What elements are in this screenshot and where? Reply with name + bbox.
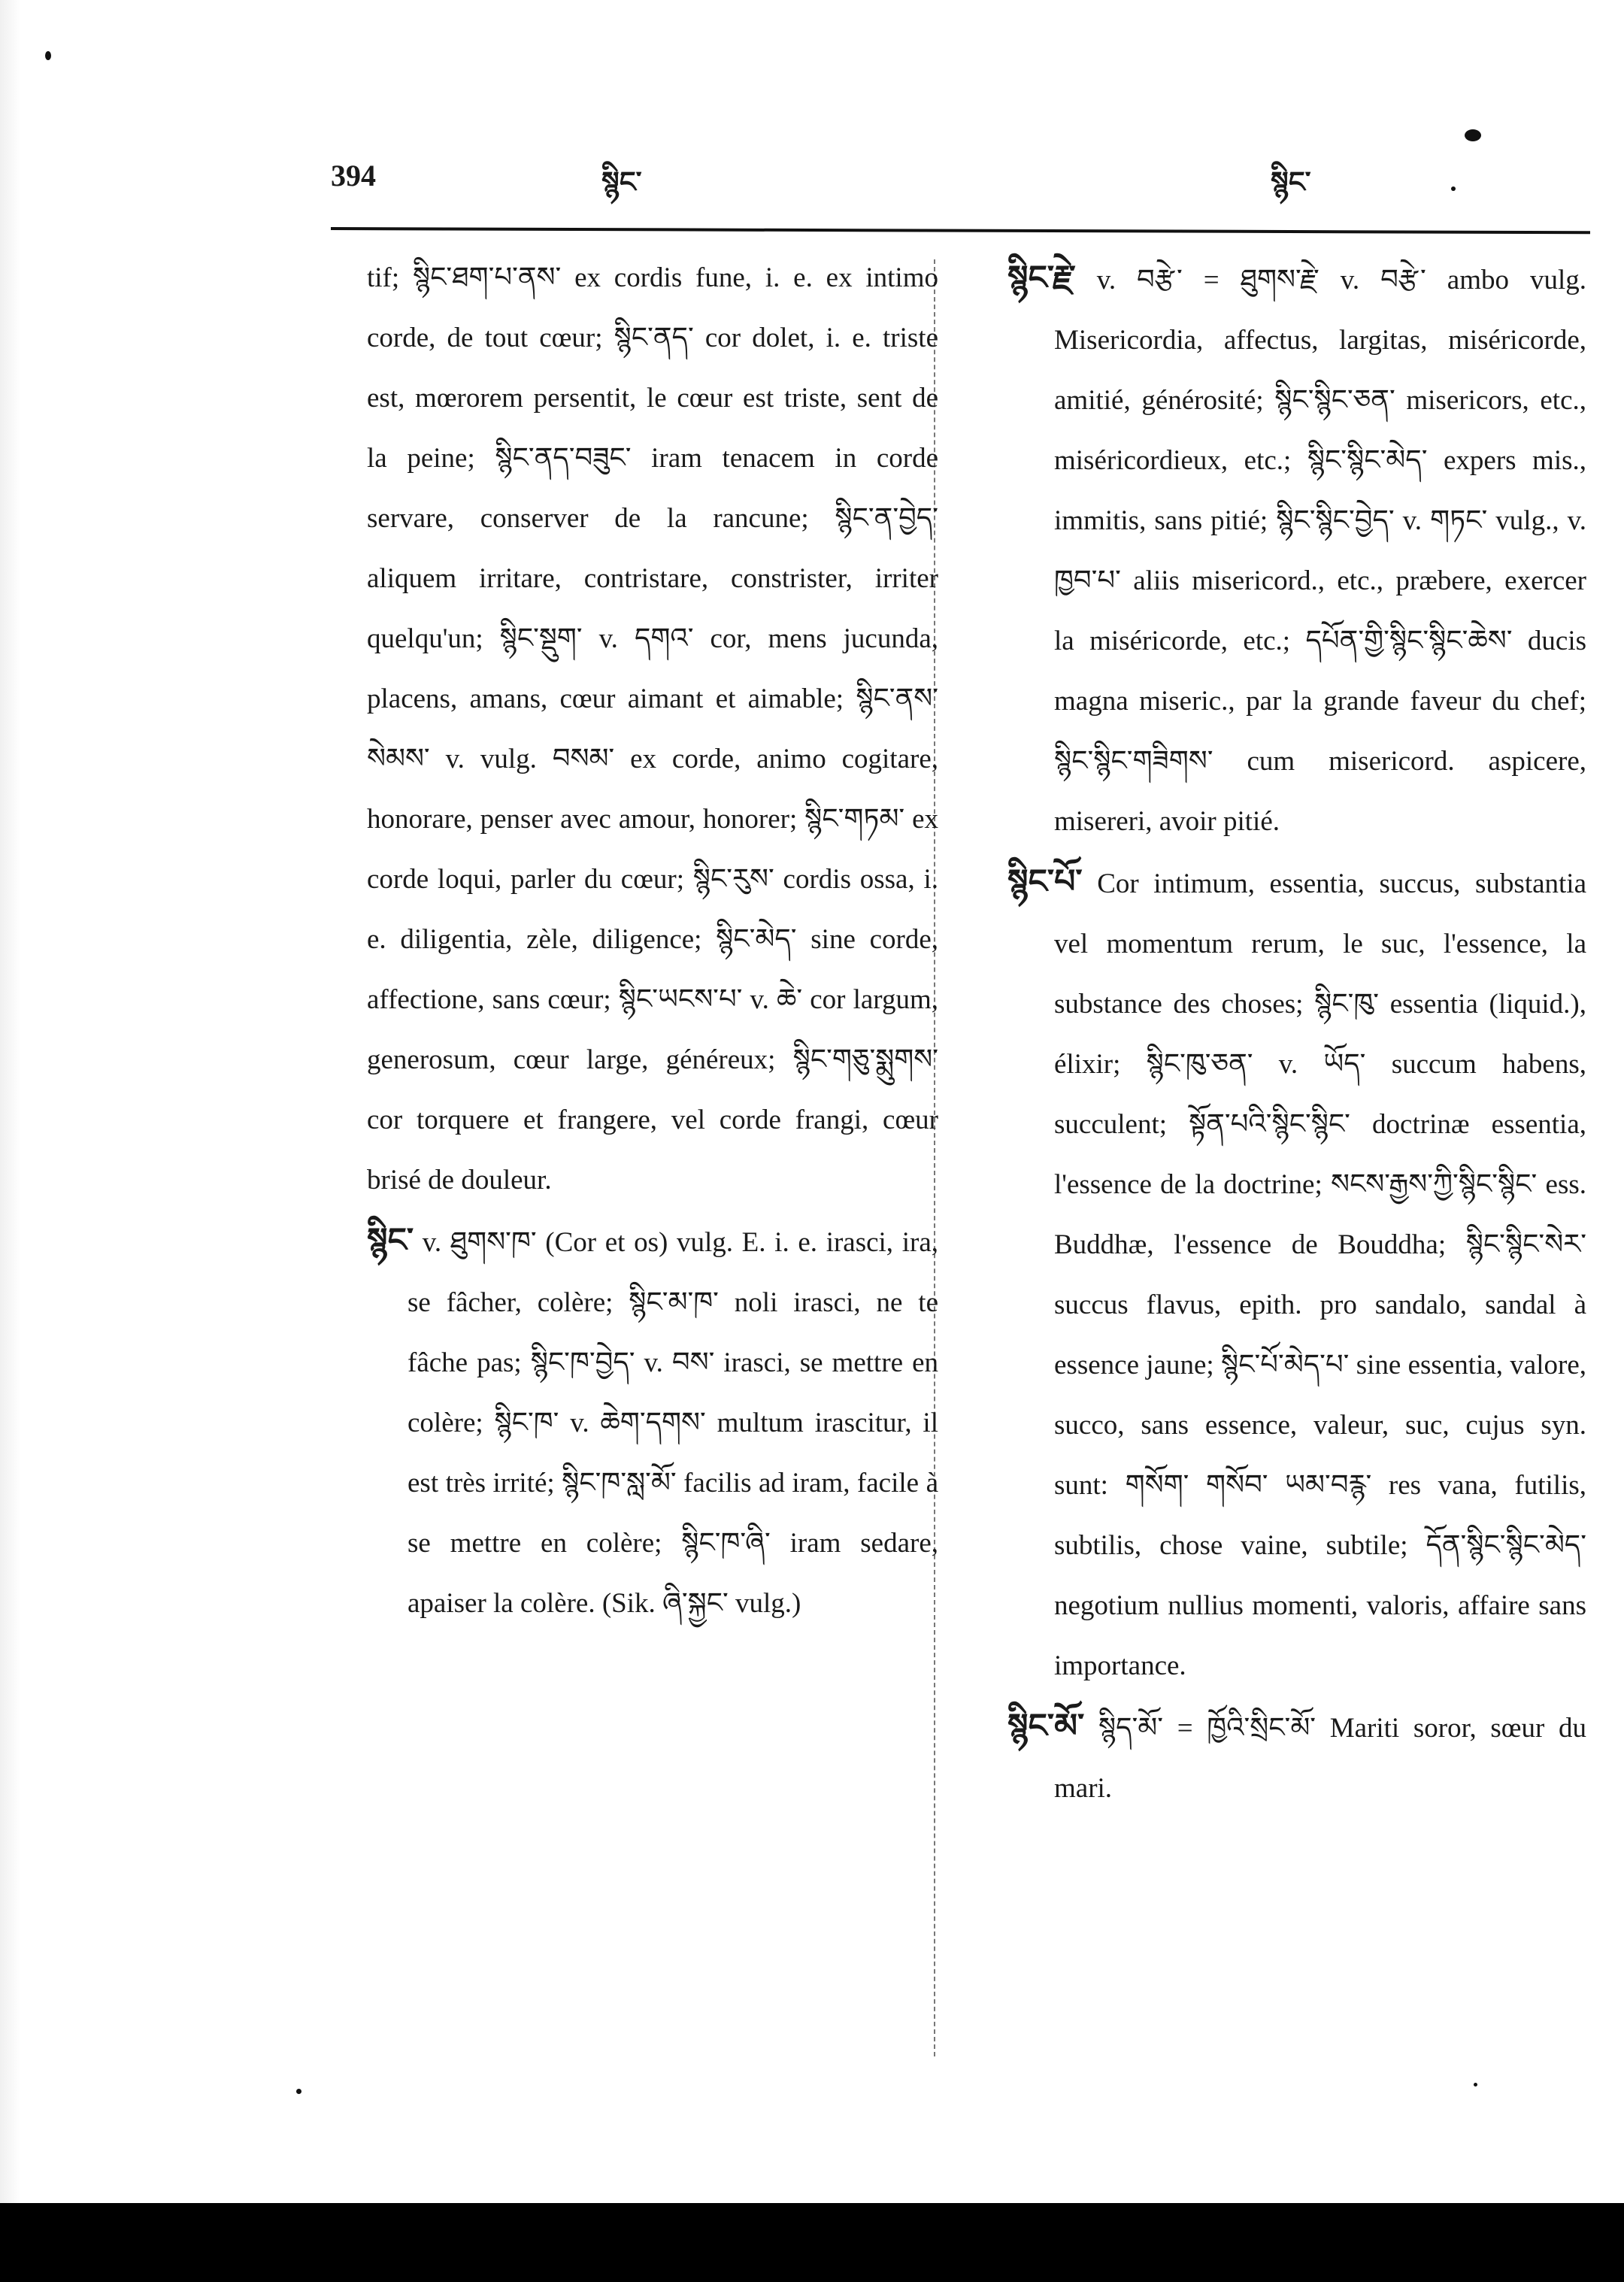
- ink-speck: [1465, 129, 1481, 141]
- entry-headword: སྙིང་རྗེ་: [1007, 259, 1076, 297]
- dictionary-entry: [1007, 248, 1586, 852]
- ink-speck: [45, 51, 51, 60]
- running-head-left: སྙིང་: [601, 165, 642, 199]
- entry-definition: Cor intimum, essentia, succus, substantia vel momentum rerum, le suc, l'essence, la substance des choses; སྙིང་ཁུ་ essentia (liquid.), élixir; སྙིང་ཁུ་ཅན་ v. ཡོད་ succum habens, succulent; སྟོན་པའི་སྙིང་སྙིང་ doctrinæ essentia, l'essence de la doctrine; སངས་རྒྱས་ཀྱི་སྙིང་སྙིང་ ess. Buddhæ, l'essence de Bouddha; སྙིང་སྙིང་སེར་ succus flavus, epith. pro sandalo, sandal à essence jaune; སྙིང་པོ་མེད་པ་ sine essentia, valore, succo, sans essence, valeur, suc, cujus syn. sunt: གསོག་ གསོབ་ ཡམ་བརྙ་ res vana, futilis, subtilis, chose vaine, subtile; དོན་སྙིང་སྙིང་མེད་ negotium nullius momenti, valoris, affaire sans importance.: [1054, 868, 1586, 1681]
- entry-headword: སྙིང་མོ་: [1007, 1707, 1085, 1745]
- scan-edge-shadow: [0, 0, 21, 2282]
- ink-speck: [1451, 186, 1456, 191]
- running-head-right: སྙིང་: [1271, 165, 1311, 199]
- page-number: 394: [331, 159, 376, 192]
- dictionary-entry: [367, 1211, 938, 1634]
- header-rule: [331, 227, 1590, 234]
- entry-definition: སྙིད་མོ་ = ཁྱོའི་སྲིང་མོ་ Mariti soror, sœur du mari.: [1054, 1713, 1587, 1804]
- right-column: [1007, 248, 1586, 1819]
- entry-headword: སྙིང་: [367, 1221, 414, 1259]
- ink-speck: [296, 2089, 301, 2094]
- dictionary-entry: [1007, 852, 1586, 1696]
- entry-definition: v. བརྩེ་ = ཐུགས་རྗེ་ v. བརྩེ་ ambo vulg. Misericordia, affectus, largitas, miséricorde, amitié, générosité; སྙིང་སྙིང་ཅན་ misericors, etc., miséricordieux, etc.; སྙིང་སྙིང་མེད་ expers mis., immitis, sans pitié; སྙིང་སྙིང་བྱེད་ v. གཏང་ vulg., v. ཁྱབ་པ་ aliis misericord., etc., præbere, exercer la miséricorde, etc.; དཔོན་གྱི་སྙིང་སྙིང་ཆེས་ ducis magna miseric., par la grande faveur du chef; སྙིང་སྙིང་གཟིགས་ cum misericord. aspicere, misereri, avoir pitié.: [1054, 265, 1586, 837]
- ink-speck: [1474, 2083, 1477, 2087]
- dictionary-entry: [1007, 1696, 1586, 1819]
- continued-entry-text: tif; སྙིང་ཐག་པ་ནས་ ex cordis fune, i. e. ex intimo corde, de tout cœur; སྙིང་ནད་ cor dolet, i. e. triste est, mœrorem persentit, le cœur est triste, sent de la peine; སྙིང་ནད་བཟུང་ iram tenacem in corde servare, conserver de la rancune; སྙིང་ན་བྱེད་ aliquem irritare, contristare, constrister, irriter quelqu'un; སྙིང་སྡུག་ v. དགའ་ cor, mens jucunda, placens, amans, cœur aimant et aimable; སྙིང་ནས་སེམས་ v. vulg. བསམ་ ex corde, animo cogitare, honorare, penser avec amour, honorer; སྙིང་གཏམ་ ex corde loqui, parler du cœur; སྙིང་རུས་ cordis ossa, i. e. diligentia, zèle, diligence; སྙིང་མེད་ sine corde, affectione, sans cœur; སྙིང་ཡངས་པ་ v. ཆེ་ cor largum, generosum, cœur large, généreux; སྙིང་གཅུ་སྨུགས་ cor torquere et frangere, vel corde frangi, cœur brisé de douleur.: [367, 262, 938, 1196]
- scan-bottom-edge: [0, 2203, 1624, 2282]
- left-column: [367, 248, 938, 1634]
- entry-headword: སྙིང་པོ་: [1007, 862, 1083, 901]
- entry-definition: v. ཐུགས་ཁ་ (Cor et os) vulg. E. i. e. irasci, ira, se fâcher, colère; སྙིང་མ་ཁ་ noli irasci, ne te fâche pas; སྙིང་ཁ་བྱེད་ v. བས་ irasci, se mettre en colère; སྙིང་ཁ་ v. ཆེག་དགས་ multum irascitur, il est très irrité; སྙིང་ཁ་སླ་མོ་ facilis ad iram, facile à se mettre en colère; སྙིང་ཁ་ཞི་ iram sedare, apaiser la colère. (Sik. ཞི་སྐྱང་ vulg.): [408, 1227, 938, 1619]
